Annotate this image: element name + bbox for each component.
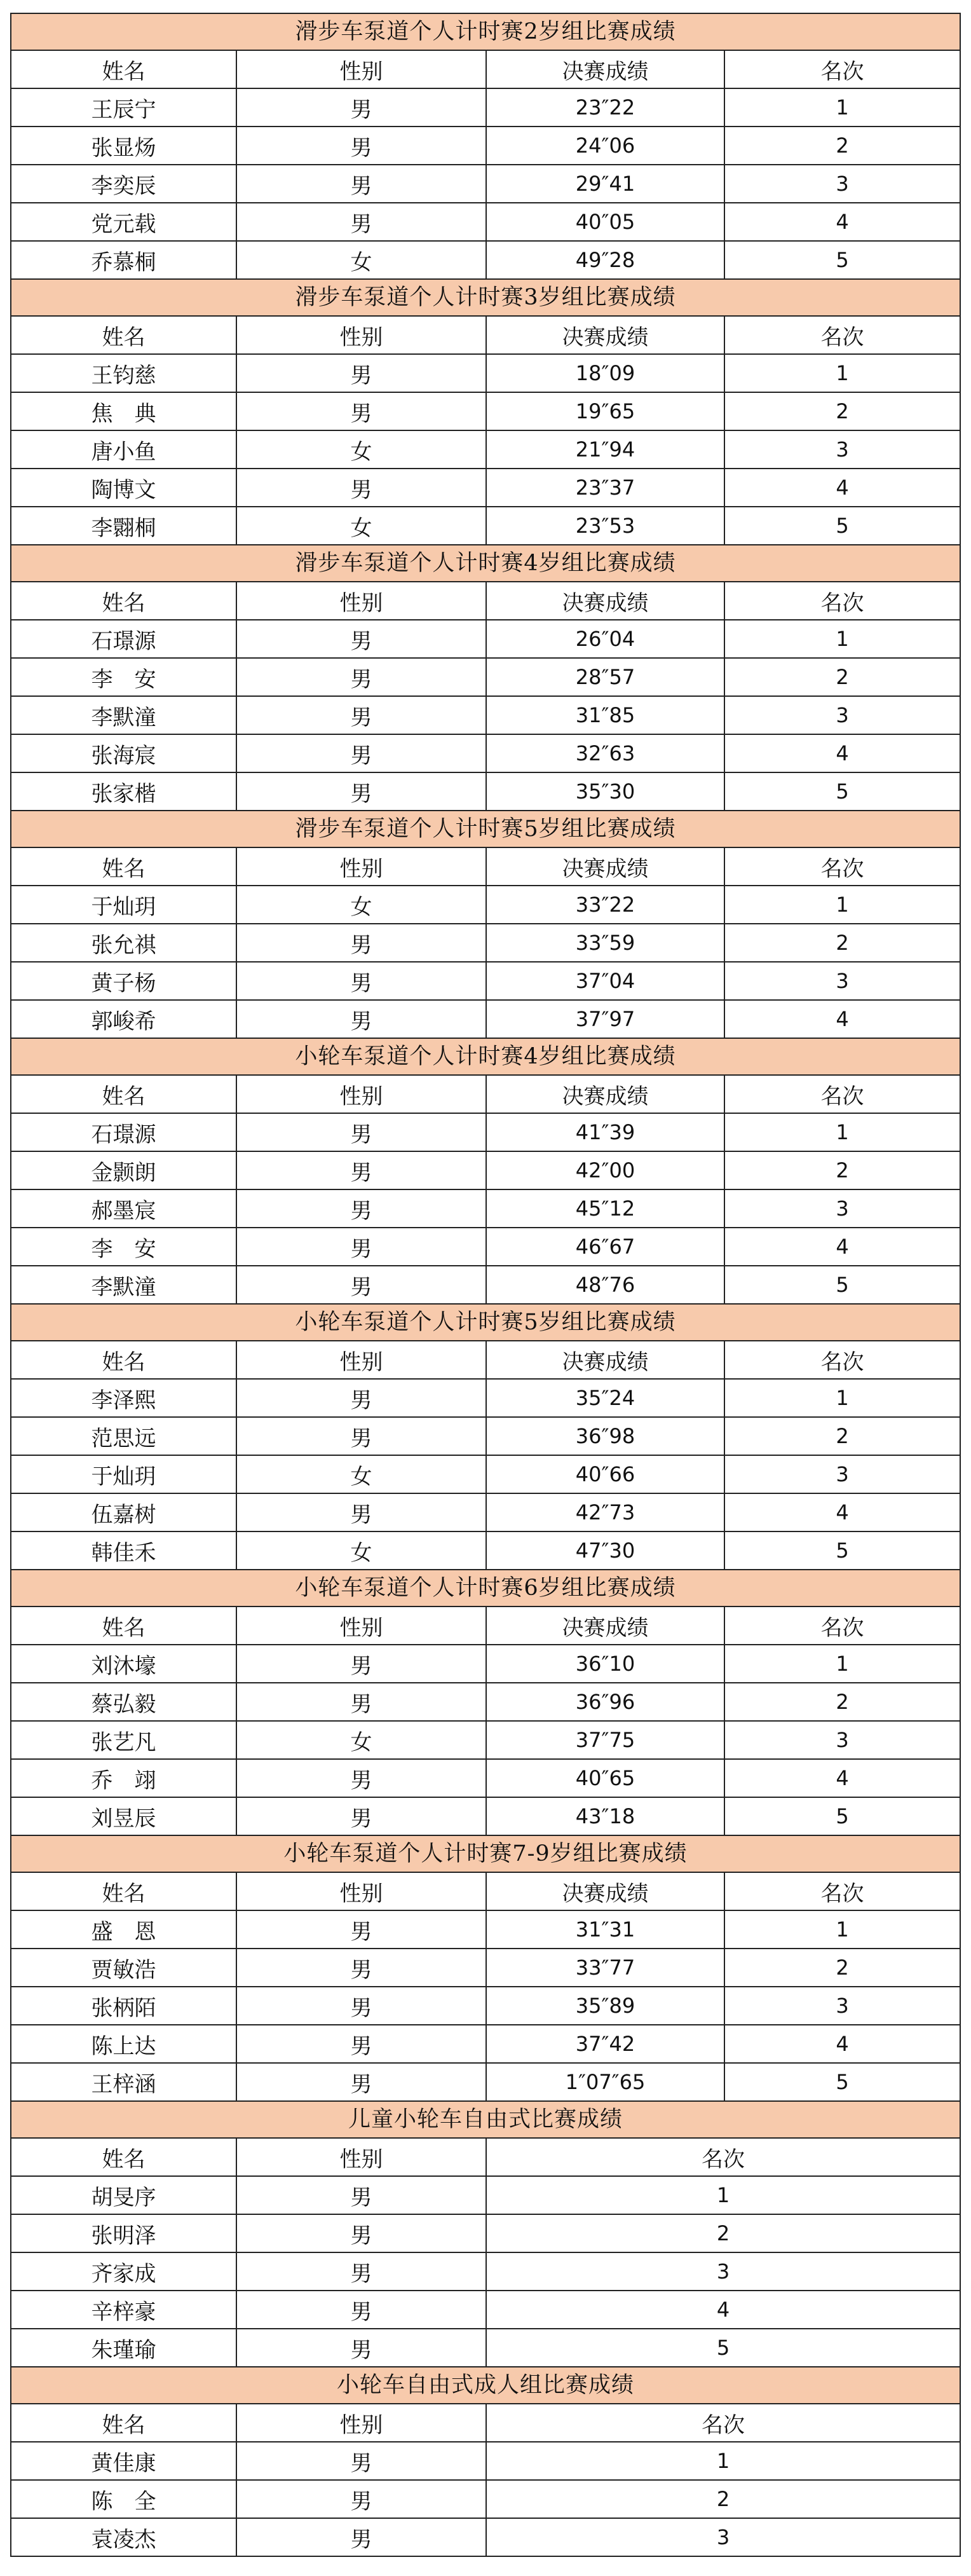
athlete-name: 金颢朗 [11,1152,237,1189]
athlete-rank: 3 [836,1462,849,1486]
final-time: 36″10 [487,1645,725,1682]
table-row [11,355,960,393]
final-time: 21″94 [487,431,725,468]
table-title: 小轮车自由式成人组比赛成绩 [11,2367,960,2404]
athlete-rank: 2 [716,2487,730,2511]
final-time: 23″53 [487,507,725,544]
athlete-rank: 3 [836,1196,849,1221]
athlete-name: 蔡弘毅 [11,1683,237,1720]
athlete-rank: 1 [836,361,849,385]
athlete-name: 王钧慈 [11,355,237,392]
final-time: 46″67 [487,1228,725,1265]
header-gender: 性别 [237,1341,487,1378]
table-title: 儿童小轮车自由式比赛成绩 [11,2102,960,2139]
table-row [11,1494,960,1532]
athlete-gender: 男 [237,2177,487,2214]
table-row [11,469,960,507]
athlete-gender: 男 [237,1380,487,1416]
header-rank: 名次 [820,856,864,882]
athlete-rank: 1 [836,1917,849,1942]
athlete-gender: 男 [237,1418,487,1455]
athlete-rank: 3 [836,1994,849,2018]
athlete-rank: 4 [836,1235,849,1259]
final-time: 28″57 [487,659,725,695]
final-time: 32″63 [487,735,725,772]
final-time: 37″75 [487,1722,725,1758]
header-rank: 名次 [820,58,864,85]
table-row [11,2329,960,2366]
athlete-gender: 男 [237,1987,487,2024]
athlete-gender: 女 [237,886,487,923]
final-time: 41″39 [487,1114,725,1151]
header-time: 决赛成绩 [487,1076,725,1113]
header-name: 姓名 [11,317,237,353]
athlete-name: 齐家成 [11,2253,237,2290]
athlete-name: 张显炀 [11,127,237,164]
header-name: 姓名 [11,1873,237,1910]
athlete-name: 张明泽 [11,2215,237,2252]
header-time: 决赛成绩 [487,1607,725,1644]
table-row [11,1266,960,1303]
table-title: 滑步车泵道个人计时赛5岁组比赛成绩 [11,811,960,848]
athlete-gender: 男 [237,697,487,734]
athlete-name: 李默潼 [11,1266,237,1303]
header-row [11,317,960,355]
table-title: 滑步车泵道个人计时赛4岁组比赛成绩 [11,545,960,582]
athlete-gender: 男 [237,1949,487,1986]
header-time: 决赛成绩 [487,51,725,88]
athlete-gender: 女 [237,1722,487,1758]
header-row [11,2139,960,2177]
athlete-name: 黄子杨 [11,963,237,999]
table-row [11,1228,960,1266]
final-time: 24″06 [487,127,725,164]
results-table [10,2100,961,2366]
results-table [10,1835,961,2100]
final-time: 49″28 [487,242,725,278]
final-time: 35″30 [487,773,725,810]
table-title: 小轮车泵道个人计时赛7-9岁组比赛成绩 [11,1836,960,1873]
athlete-name: 郝墨宸 [11,1190,237,1227]
results-table [10,1303,961,1569]
final-time: 36″98 [487,1418,725,1455]
final-time: 23″37 [487,469,725,506]
athlete-rank: 2 [836,134,849,158]
results-table [10,2366,961,2557]
athlete-gender: 男 [237,620,487,657]
header-name: 姓名 [11,1341,237,1378]
table-row [11,1001,960,1038]
athlete-name: 李 安 [11,659,237,695]
athlete-rank: 5 [836,514,849,538]
athlete-name: 袁凌杰 [11,2519,237,2556]
athlete-gender: 男 [237,1494,487,1531]
athlete-rank: 4 [836,2032,849,2056]
header-rank: 名次 [820,1083,864,1109]
header-name: 姓名 [11,1076,237,1113]
athlete-rank: 2 [836,399,849,423]
table-row [11,2442,960,2481]
athlete-gender: 男 [237,2253,487,2290]
athlete-rank: 5 [836,1804,849,1828]
athlete-gender: 女 [237,1456,487,1493]
table-row [11,963,960,1001]
table-row [11,89,960,127]
header-gender: 性别 [237,51,487,88]
athlete-gender: 女 [237,1532,487,1569]
header-name: 姓名 [11,848,237,885]
table-row [11,203,960,242]
header-gender: 性别 [237,1607,487,1644]
header-time: 决赛成绩 [487,848,725,885]
table-row [11,1760,960,1798]
athlete-gender: 男 [237,2025,487,2062]
athlete-gender: 男 [237,773,487,810]
final-time: 48″76 [487,1266,725,1303]
final-time: 33″22 [487,886,725,923]
athlete-rank: 1 [836,1386,849,1410]
final-time: 33″59 [487,924,725,961]
athlete-gender: 男 [237,1190,487,1227]
athlete-name: 张艺凡 [11,1722,237,1758]
results-table [10,810,961,1038]
athlete-name: 于灿玥 [11,1456,237,1493]
athlete-gender: 男 [237,2481,487,2518]
athlete-gender: 女 [237,242,487,278]
header-gender: 性别 [237,2404,487,2441]
table-title: 小轮车泵道个人计时赛6岁组比赛成绩 [11,1570,960,1607]
table-title: 滑步车泵道个人计时赛2岁组比赛成绩 [11,14,960,51]
athlete-rank: 1 [836,627,849,651]
table-row [11,1152,960,1190]
athlete-rank: 3 [836,969,849,993]
header-row [11,1607,960,1645]
athlete-name: 乔慕桐 [11,242,237,278]
athlete-name: 王梓涵 [11,2064,237,2100]
athlete-gender: 男 [237,1645,487,1682]
athlete-rank: 1 [836,1120,849,1144]
athlete-rank: 4 [836,1766,849,1790]
athlete-name: 胡旻序 [11,2177,237,2214]
athlete-rank: 2 [836,1424,849,1448]
header-gender: 性别 [237,848,487,885]
athlete-rank: 2 [836,931,849,955]
athlete-rank: 5 [716,2336,730,2360]
final-time: 40″66 [487,1456,725,1493]
results-table [10,544,961,810]
athlete-gender: 男 [237,735,487,772]
header-name: 姓名 [11,1607,237,1644]
athlete-rank: 4 [836,741,849,765]
results-sheet [10,13,961,2557]
table-row [11,1683,960,1722]
header-rank: 名次 [820,1349,864,1375]
header-row [11,1873,960,1911]
athlete-name: 王辰宁 [11,89,237,126]
athlete-name: 张海宸 [11,735,237,772]
header-gender: 性别 [237,317,487,353]
table-row [11,1949,960,1987]
final-time: 37″04 [487,963,725,999]
header-row [11,1076,960,1114]
athlete-rank: 1 [836,95,849,120]
athlete-name: 贾敏浩 [11,1949,237,1986]
athlete-name: 李翾桐 [11,507,237,544]
table-row [11,165,960,203]
table-row [11,620,960,659]
athlete-name: 张家楷 [11,773,237,810]
header-row [11,582,960,620]
table-row [11,1987,960,2025]
header-row [11,2404,960,2442]
athlete-rank: 2 [836,1690,849,1714]
final-time: 47″30 [487,1532,725,1569]
athlete-name: 郭峻希 [11,1001,237,1038]
final-time: 37″97 [487,1001,725,1038]
athlete-gender: 男 [237,1760,487,1797]
table-row [11,2253,960,2291]
athlete-gender: 男 [237,659,487,695]
table-row [11,393,960,431]
header-name: 姓名 [11,582,237,619]
table-row [11,1722,960,1760]
final-time: 42″00 [487,1152,725,1189]
table-row [11,1380,960,1418]
athlete-rank: 3 [836,1728,849,1752]
athlete-rank: 3 [716,2259,730,2284]
athlete-gender: 男 [237,1001,487,1038]
final-time: 45″12 [487,1190,725,1227]
header-rank: 名次 [820,590,864,616]
table-row [11,1911,960,1949]
results-table [10,1038,961,1303]
table-row [11,127,960,165]
header-time: 决赛成绩 [487,317,725,353]
final-time: 33″77 [487,1949,725,1986]
final-time: 40″65 [487,1760,725,1797]
athlete-gender: 女 [237,431,487,468]
results-table [10,1569,961,1835]
athlete-rank: 5 [836,248,849,272]
table-row [11,2519,960,2556]
header-rank: 名次 [820,1615,864,1641]
table-row [11,1114,960,1152]
final-time: 37″42 [487,2025,725,2062]
athlete-name: 石璟源 [11,1114,237,1151]
athlete-name: 石璟源 [11,620,237,657]
header-row [11,848,960,886]
athlete-rank: 3 [836,703,849,727]
athlete-name: 黄佳康 [11,2442,237,2479]
header-rank: 名次 [820,1881,864,1907]
table-row [11,431,960,469]
table-row [11,2064,960,2100]
athlete-name: 刘沐壕 [11,1645,237,1682]
header-name: 姓名 [11,51,237,88]
header-rank: 名次 [820,324,864,350]
results-table [10,13,961,278]
athlete-gender: 女 [237,507,487,544]
athlete-rank: 5 [836,1273,849,1297]
athlete-name: 张柄陌 [11,1987,237,2024]
athlete-rank: 1 [716,2183,730,2207]
athlete-name: 于灿玥 [11,886,237,923]
final-time: 29″41 [487,165,725,202]
athlete-name: 陶博文 [11,469,237,506]
header-gender: 性别 [237,1076,487,1113]
athlete-rank: 4 [836,1007,849,1031]
table-row [11,1190,960,1228]
table-row [11,2215,960,2253]
athlete-rank: 5 [836,2070,849,2094]
table-row [11,697,960,735]
athlete-rank: 5 [836,1538,849,1563]
athlete-rank: 2 [836,1158,849,1182]
table-row [11,2481,960,2519]
athlete-rank: 1 [836,1652,849,1676]
athlete-rank: 5 [836,779,849,804]
athlete-name: 李奕辰 [11,165,237,202]
athlete-gender: 男 [237,469,487,506]
athlete-name: 乔 翊 [11,1760,237,1797]
final-time: 31″85 [487,697,725,734]
athlete-name: 唐小鱼 [11,431,237,468]
table-row [11,1645,960,1683]
athlete-gender: 男 [237,1798,487,1835]
table-title: 小轮车泵道个人计时赛5岁组比赛成绩 [11,1305,960,1341]
header-name: 姓名 [11,2404,237,2441]
final-time: 36″96 [487,1683,725,1720]
header-time: 决赛成绩 [487,582,725,619]
final-time: 42″73 [487,1494,725,1531]
final-time: 31″31 [487,1911,725,1948]
table-row [11,2177,960,2215]
athlete-rank: 4 [836,1500,849,1524]
athlete-rank: 1 [836,893,849,917]
table-row [11,924,960,963]
athlete-rank: 3 [836,437,849,462]
table-row [11,1798,960,1835]
final-time: 40″05 [487,203,725,240]
header-rank: 名次 [702,2146,745,2172]
table-row [11,886,960,924]
header-row [11,1341,960,1380]
athlete-name: 李泽熙 [11,1380,237,1416]
header-gender: 性别 [237,582,487,619]
athlete-rank: 2 [836,1956,849,1980]
athlete-gender: 男 [237,203,487,240]
athlete-gender: 男 [237,355,487,392]
athlete-gender: 男 [237,1266,487,1303]
header-time: 决赛成绩 [487,1341,725,1378]
final-time: 19″65 [487,393,725,430]
header-gender: 性别 [237,1873,487,1910]
header-row [11,51,960,89]
table-row [11,1456,960,1494]
final-time: 18″09 [487,355,725,392]
athlete-name: 韩佳禾 [11,1532,237,1569]
table-row [11,659,960,697]
athlete-name: 陈上达 [11,2025,237,2062]
athlete-gender: 男 [237,89,487,126]
table-title: 滑步车泵道个人计时赛3岁组比赛成绩 [11,280,960,317]
athlete-gender: 男 [237,2215,487,2252]
athlete-name: 伍嘉树 [11,1494,237,1531]
athlete-name: 张允祺 [11,924,237,961]
results-table [10,278,961,544]
final-time: 43″18 [487,1798,725,1835]
header-rank: 名次 [702,2412,745,2438]
table-row [11,242,960,278]
athlete-gender: 男 [237,1152,487,1189]
athlete-gender: 男 [237,1114,487,1151]
table-row [11,2291,960,2329]
header-name: 姓名 [11,2139,237,2175]
athlete-gender: 男 [237,963,487,999]
athlete-gender: 男 [237,1683,487,1720]
athlete-rank: 3 [836,172,849,196]
athlete-rank: 2 [836,665,849,689]
final-time: 23″22 [487,89,725,126]
athlete-name: 盛 恩 [11,1911,237,1948]
final-time: 35″89 [487,1987,725,2024]
athlete-name: 焦 典 [11,393,237,430]
header-time: 决赛成绩 [487,1873,725,1910]
athlete-gender: 男 [237,2442,487,2479]
athlete-gender: 男 [237,924,487,961]
athlete-gender: 男 [237,1911,487,1948]
table-row [11,1418,960,1456]
athlete-name: 刘昱辰 [11,1798,237,1835]
table-row [11,507,960,544]
table-row [11,2025,960,2064]
athlete-rank: 2 [716,2221,730,2245]
athlete-name: 李默潼 [11,697,237,734]
athlete-name: 朱瑾瑜 [11,2329,237,2366]
athlete-gender: 男 [237,165,487,202]
athlete-rank: 3 [716,2525,730,2549]
athlete-gender: 男 [237,1228,487,1265]
athlete-gender: 男 [237,2064,487,2100]
athlete-rank: 4 [716,2298,730,2322]
final-time: 26″04 [487,620,725,657]
athlete-gender: 男 [237,127,487,164]
athlete-gender: 男 [237,2329,487,2366]
athlete-rank: 4 [836,476,849,500]
table-row [11,773,960,810]
table-row [11,735,960,773]
final-time: 35″24 [487,1380,725,1416]
athlete-rank: 4 [836,210,849,234]
athlete-name: 李 安 [11,1228,237,1265]
final-time: 1″07″65 [487,2064,725,2100]
table-row [11,1532,960,1569]
athlete-name: 范思远 [11,1418,237,1455]
athlete-gender: 男 [237,2291,487,2328]
athlete-name: 陈 全 [11,2481,237,2518]
table-title: 小轮车泵道个人计时赛4岁组比赛成绩 [11,1039,960,1076]
athlete-rank: 1 [716,2449,730,2473]
header-gender: 性别 [237,2139,487,2175]
athlete-name: 辛梓豪 [11,2291,237,2328]
athlete-name: 党元载 [11,203,237,240]
athlete-gender: 男 [237,2519,487,2556]
athlete-gender: 男 [237,393,487,430]
